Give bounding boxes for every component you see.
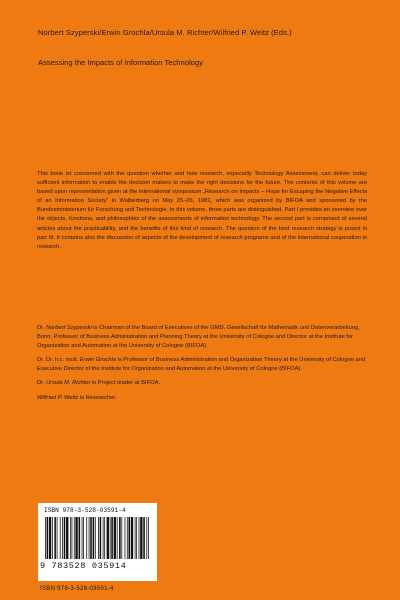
bio-prefix: Dr. Dr. h.c. mult.: [37, 357, 80, 364]
bio-name: Erwin Grochla: [79, 357, 116, 364]
bio-grochla: [37, 356, 367, 374]
isbn-footer: ISBN 978-3-528-03591-4: [40, 586, 114, 592]
bio-text: is Professor of Business Administration and Organization Theory at the University of Cologne and Executive Director of the Institute for Organization and Automation at the University of Cologne (BIFOA).: [37, 357, 366, 373]
bio-text: is Researcher.: [78, 394, 117, 401]
bio-text: is Project leader at BIFOA.: [90, 380, 161, 387]
book-title: Assessing the Impacts of Information Technology: [38, 58, 203, 67]
editors-line: Norbert Szyperski/Erwin Grochla/Ursula M. Richter/Wilfried P. Weitz (Eds.): [38, 28, 292, 37]
bio-szyperski: [37, 324, 367, 351]
abstract-block: [37, 170, 367, 252]
bio-name: Ursula M. Richter: [45, 380, 91, 387]
barcode-digits: 9 783528 035914: [40, 561, 127, 571]
bio-weitz: [37, 394, 367, 403]
abstract-paragraph: This book ist concerned with the question whether and how research, especially Technology Assessment, can deliver today sufficient information to enable the decision makers to make the right decisions for the future. The contents of this volume are based upon representation given at the international symposium „Research on Impacts – Hope for Escaping the Negative Effects of an Information Society“ in Walberberg on May 25–26, 1981, which was organized by BIFOA and sponsored by the Bundesministerium für Forschung und Technologie. In this volume, three parts are distinguished. Part I provides an overview over the objects, functions, and philosophies of the assessments of information technology. The second part is comprised of several articles about the practicability, and the benefits of this kind of research. The question of the best research strategy is posed in part III. It contains also the discussion of aspects of the development of research programs and of the international cooperation in research.: [37, 171, 367, 250]
bio-text: is Chairman of the Board of Executives of the GMD, Gesellschaft für Mathematik und Datenverarbeitung, Bonn, Professor of Business Administration and Planning Theory at the University of Cologne and Director at the Institute for Organization and Automation at the University of Cologne (BIFOA).: [37, 325, 360, 350]
bio-name: Norbert Szyperski: [45, 325, 92, 331]
barcode-panel: [38, 503, 157, 581]
bio-name: Wilfried P. Weitz: [37, 394, 79, 401]
editor-bios: [37, 324, 367, 408]
barcode-isbn-label: ISBN 978-3-528-03591-4: [44, 507, 126, 514]
bio-prefix: Dr.: [37, 325, 46, 331]
bio-richter: [37, 379, 367, 388]
bio-prefix: Dr.: [37, 380, 46, 387]
barcode-icon: [44, 517, 151, 559]
